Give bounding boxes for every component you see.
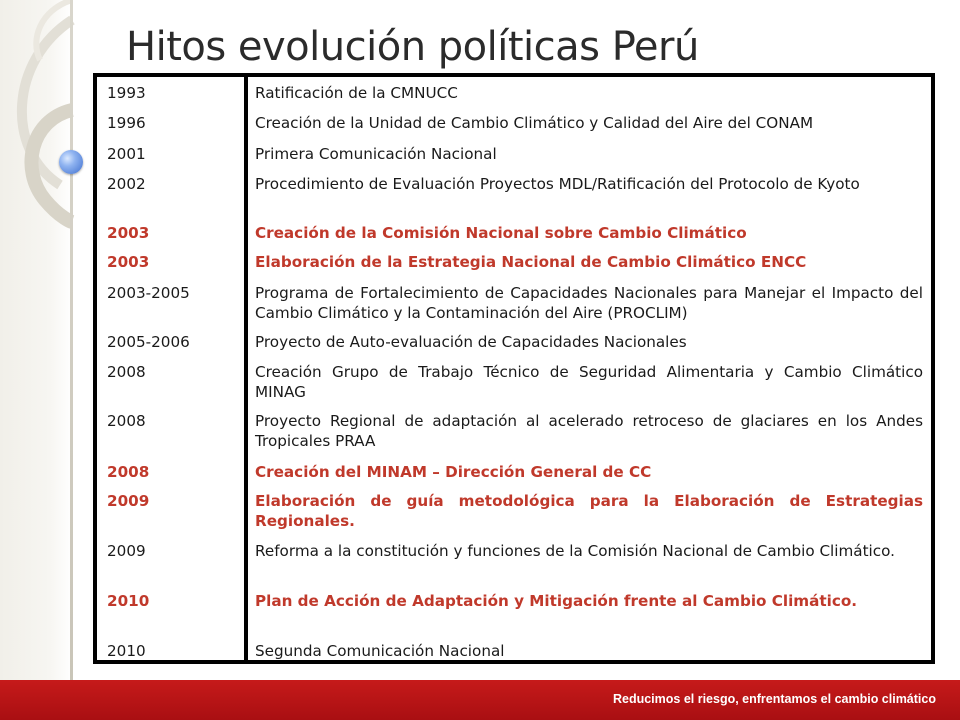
row-year: 1996: [107, 114, 146, 132]
row-text: Reforma a la constitución y funciones de la Comisión Nacional de Cambio Climático.: [255, 542, 895, 560]
row-year: 2009: [107, 542, 146, 560]
decorative-vertical-line: [70, 0, 73, 680]
decorative-swirl: [0, 0, 90, 420]
row-text: Creación del MINAM – Dirección General de CC: [255, 463, 652, 481]
row-text: Proyecto de Auto-evaluación de Capacidades Nacionales: [255, 333, 687, 351]
row-year: 2001: [107, 145, 146, 163]
row-text: Creación Grupo de Trabajo Técnico de Seguridad Alimentaria y Cambio Climático MINAG: [255, 363, 923, 401]
row-text: Segunda Comunicación Nacional: [255, 642, 505, 660]
row-year: 2003: [107, 224, 150, 242]
row-year: 2009: [107, 492, 150, 510]
footer-slogan: Reducimos el riesgo, enfrentamos el cambio climático: [612, 692, 936, 706]
milestones-table: [93, 73, 935, 664]
column-divider: [244, 77, 248, 660]
row-text: Primera Comunicación Nacional: [255, 145, 497, 163]
blue-dot-icon: [59, 150, 83, 174]
row-text: Elaboración de guía metodológica para la Elaboración de Estrategias Regionales.: [255, 492, 923, 530]
footer-bar: [0, 680, 960, 720]
row-text: Proyecto Regional de adaptación al acelerado retroceso de glaciares en los Andes Tropicales PRAA: [255, 412, 923, 450]
row-year: 2003-2005: [107, 284, 190, 302]
row-year: 2003: [107, 253, 150, 271]
row-text: Programa de Fortalecimiento de Capacidades Nacionales para Manejar el Impacto del Cambio Climático y la Contaminación del Aire (PROCLIM): [255, 284, 923, 322]
row-text: Creación de la Unidad de Cambio Climático y Calidad del Aire del CONAM: [255, 114, 814, 132]
row-year: 2002: [107, 175, 146, 193]
row-text: Procedimiento de Evaluación Proyectos MDL/Ratificación del Protocolo de Kyoto: [255, 175, 860, 193]
row-year: 1993: [107, 84, 146, 102]
row-text: Ratificación de la CMNUCC: [255, 84, 458, 102]
row-year: 2008: [107, 363, 146, 381]
row-year: 2008: [107, 463, 150, 481]
row-year: 2010: [107, 642, 146, 660]
row-text: Plan de Acción de Adaptación y Mitigación frente al Cambio Climático.: [255, 592, 858, 610]
page-title: Hitos evolución políticas Perú: [126, 24, 699, 70]
row-year: 2010: [107, 592, 150, 610]
row-year: 2008: [107, 412, 146, 430]
row-year: 2005-2006: [107, 333, 190, 351]
row-text: Creación de la Comisión Nacional sobre Cambio Climático: [255, 224, 747, 242]
row-text: Elaboración de la Estrategia Nacional de Cambio Climático ENCC: [255, 253, 807, 271]
